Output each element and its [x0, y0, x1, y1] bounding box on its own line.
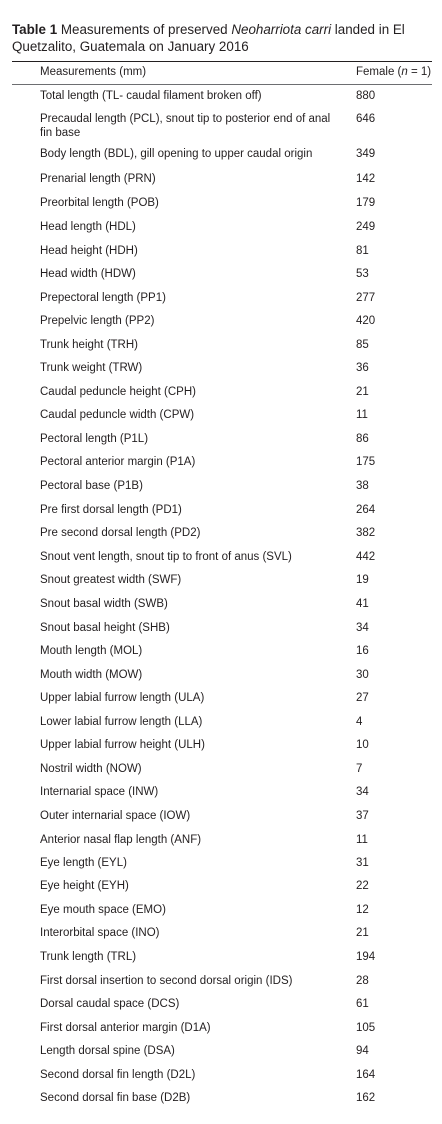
measurement-name: Caudal peduncle width (CPW) [40, 409, 195, 421]
measurement-name: Snout vent length, snout tip to front of anus (SVL) [40, 551, 292, 563]
measurement-value: 175 [356, 456, 376, 468]
measurement-value: 11 [356, 409, 368, 421]
column-header-measurements: Measurements (mm) [40, 66, 147, 78]
measurement-name: Snout greatest width (SWF) [40, 574, 182, 586]
measurement-name: Prepectoral length (PP1) [40, 292, 166, 304]
measurement-name: Caudal peduncle height (CPH) [40, 386, 196, 398]
caption-text-after: landed in El Quetzalito, Guatemala on January 2016 [12, 22, 405, 54]
measurement-value: 164 [356, 1069, 376, 1081]
measurement-name: Pectoral anterior margin (P1A) [40, 456, 196, 468]
measurement-name: Outer internarial space (IOW) [40, 810, 191, 822]
measurement-name: Pectoral base (P1B) [40, 480, 143, 492]
measurement-value: 22 [356, 880, 369, 892]
measurement-name: Nostril width (NOW) [40, 763, 142, 775]
measurement-value: 4 [356, 716, 363, 728]
measurement-name: Upper labial furrow height (ULH) [40, 739, 205, 751]
measurement-value: 41 [356, 598, 369, 610]
measurement-value: 880 [356, 90, 376, 102]
measurement-name: Anterior nasal flap length (ANF) [40, 834, 202, 846]
measurement-name: Trunk height (TRH) [40, 339, 138, 351]
measurement-name: Eye length (EYL) [40, 857, 127, 869]
measurement-name: Internarial space (INW) [40, 786, 159, 798]
measurement-value: 646 [356, 113, 376, 125]
measurement-value: 30 [356, 669, 369, 681]
measurement-name: Snout basal height (SHB) [40, 622, 170, 634]
measurement-name: Head length (HDL) [40, 221, 136, 233]
measurement-name: Second dorsal fin base (D2B) [40, 1092, 191, 1104]
measurement-value: 34 [356, 622, 369, 634]
measurement-name: Pre second dorsal length (PD2) [40, 527, 201, 539]
measurement-value: 38 [356, 480, 369, 492]
measurement-name: Upper labial furrow length (ULA) [40, 692, 205, 704]
measurement-value: 162 [356, 1092, 376, 1104]
measurement-value: 12 [356, 904, 369, 916]
measurement-name: Pectoral length (P1L) [40, 433, 149, 445]
measurement-name: Pre first dorsal length (PD1) [40, 504, 182, 516]
measurement-value: 94 [356, 1045, 369, 1057]
column-header-female-suffix: = 1) [407, 66, 432, 78]
measurement-value: 81 [356, 245, 369, 257]
measurement-name: Precaudal length (PCL), snout tip to posterior end of anal fin base [40, 113, 331, 139]
measurement-name: Prepelvic length (PP2) [40, 315, 155, 327]
measurement-value: 7 [356, 763, 363, 775]
measurement-value: 349 [356, 148, 376, 160]
measurement-value: 21 [356, 927, 369, 939]
measurement-name: Lower labial furrow length (LLA) [40, 716, 203, 728]
measurement-name: Total length (TL- caudal filament broken off) [40, 90, 262, 102]
measurement-value: 36 [356, 362, 369, 374]
caption-text-before: Measurements of preserved [57, 22, 232, 37]
measurement-value: 61 [356, 998, 369, 1010]
caption-species-name: Neoharriota carri [231, 22, 332, 37]
measurement-name: Length dorsal spine (DSA) [40, 1045, 175, 1057]
measurement-value: 105 [356, 1022, 376, 1034]
measurement-value: 277 [356, 292, 376, 304]
measurement-value: 53 [356, 268, 369, 280]
measurement-name: Head width (HDW) [40, 268, 136, 280]
measurement-value: 10 [356, 739, 369, 751]
measurement-value: 19 [356, 574, 369, 586]
measurement-name: Mouth length (MOL) [40, 645, 143, 657]
measurement-name: Second dorsal fin length (D2L) [40, 1069, 196, 1081]
measurement-value: 142 [356, 173, 376, 185]
measurement-name: Interorbital space (INO) [40, 927, 160, 939]
measurement-value: 11 [356, 834, 368, 846]
measurement-value: 85 [356, 339, 369, 351]
measurement-value: 194 [356, 951, 376, 963]
measurement-name: Prenarial length (PRN) [40, 173, 156, 185]
measurement-value: 28 [356, 975, 369, 987]
measurement-value: 31 [356, 857, 369, 869]
measurement-value: 420 [356, 315, 376, 327]
measurement-value: 27 [356, 692, 369, 704]
measurement-name: Eye mouth space (EMO) [40, 904, 166, 916]
measurement-name: First dorsal insertion to second dorsal origin (IDS) [40, 975, 293, 987]
measurement-value: 179 [356, 197, 376, 209]
column-header-n-symbol: n [401, 66, 408, 78]
measurement-value: 442 [356, 551, 376, 563]
measurement-name: Trunk length (TRL) [40, 951, 137, 963]
measurement-name: Mouth width (MOW) [40, 669, 143, 681]
measurement-name: Eye height (EYH) [40, 880, 129, 892]
measurement-name: Preorbital length (POB) [40, 197, 159, 209]
measurement-value: 21 [356, 386, 369, 398]
measurement-value: 382 [356, 527, 376, 539]
measurement-name: Dorsal caudal space (DCS) [40, 998, 180, 1010]
measurement-name: Body length (BDL), gill opening to upper caudal origin [40, 148, 313, 160]
measurement-value: 86 [356, 433, 369, 445]
column-header-female-prefix: Female ( [356, 66, 402, 78]
measurement-value: 264 [356, 504, 376, 516]
measurement-name: Head height (HDH) [40, 245, 138, 257]
measurement-name: First dorsal anterior margin (D1A) [40, 1022, 211, 1034]
measurement-name: Trunk weight (TRW) [40, 362, 143, 374]
measurement-name: Snout basal width (SWB) [40, 598, 168, 610]
measurement-value: 249 [356, 221, 376, 233]
table-number: Table 1 [12, 22, 58, 37]
measurement-value: 34 [356, 786, 369, 798]
measurement-value: 37 [356, 810, 369, 822]
measurement-value: 16 [356, 645, 369, 657]
